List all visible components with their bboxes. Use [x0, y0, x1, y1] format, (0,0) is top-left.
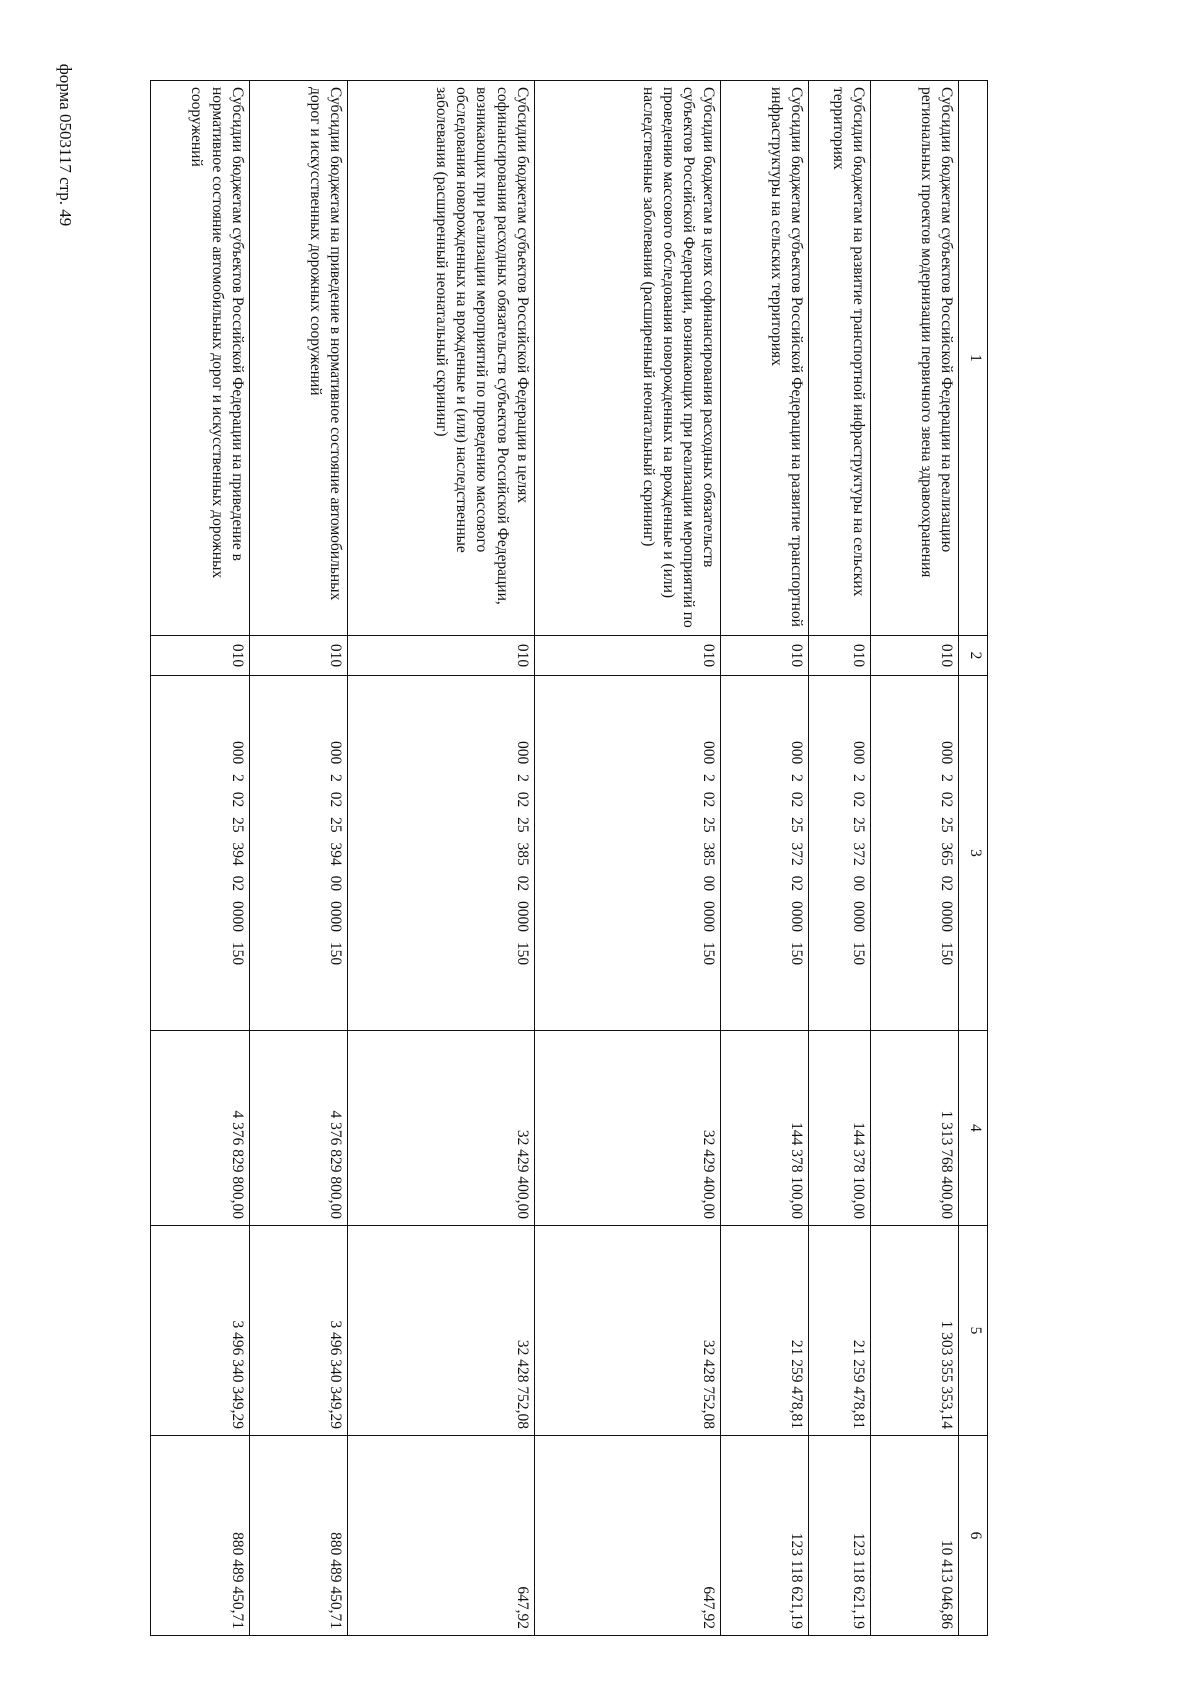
row-unexecuted: 880 489 450,71: [151, 1436, 250, 1636]
row-budget-code: 000 2 02 25 385 02 0000 150: [348, 676, 534, 1031]
row-budget-code: 000 2 02 25 394 00 0000 150: [249, 676, 348, 1031]
column-header-4: 4: [959, 1031, 988, 1226]
row-line-code: 010: [721, 636, 809, 676]
row-budget-code: 000 2 02 25 365 02 0000 150: [871, 676, 959, 1031]
row-executed: 32 428 752,08: [534, 1226, 720, 1436]
row-executed: 3 496 340 349,29: [249, 1226, 348, 1436]
row-budget-code: 000 2 02 25 372 00 0000 150: [809, 676, 871, 1031]
row-executed: 21 259 478,81: [721, 1226, 809, 1436]
table-row: [871, 81, 959, 1636]
row-line-code: 010: [534, 636, 720, 676]
table-row: [151, 81, 250, 1636]
row-name: Субсидии бюджетам субъектов Российской Федерации на реализацию региональных проектов модернизации первичного звена здравоохранения: [871, 81, 959, 636]
row-approved: 1 313 768 400,00: [871, 1031, 959, 1226]
row-budget-code: 000 2 02 25 385 00 0000 150: [534, 676, 720, 1031]
table-row: [534, 81, 720, 1636]
row-unexecuted: 880 489 450,71: [249, 1436, 348, 1636]
row-name: Субсидии бюджетам на приведение в нормативное состояние автомобильных дорог и искусственных дорожных сооружений: [249, 81, 348, 636]
row-line-code: 010: [249, 636, 348, 676]
column-number-row: [959, 81, 988, 1636]
column-header-3: 3: [959, 676, 988, 1031]
row-executed: 32 428 752,08: [348, 1226, 534, 1436]
column-header-2: 2: [959, 636, 988, 676]
row-unexecuted: 123 118 621,19: [809, 1436, 871, 1636]
row-approved: 4 376 829 800,00: [151, 1031, 250, 1226]
row-approved: 144 378 100,00: [809, 1031, 871, 1226]
row-unexecuted: 647,92: [348, 1436, 534, 1636]
row-name: Субсидии бюджетам субъектов Российской Федерации в целях софинансирования расходных обязательств субъектов Российской Федерации, возникающих при реализации мероприятий по проведению массового обследования новорожденных на врожденные и (или) наследственные заболевания (расширенный неонатальный скрининг): [348, 81, 534, 636]
column-header-6: 6: [959, 1436, 988, 1636]
row-approved: 32 429 400,00: [534, 1031, 720, 1226]
row-name: Субсидии бюджетам субъектов Российской Федерации на приведение в нормативное состояние автомобильных дорог и искусственных дорожных сооружений: [151, 81, 250, 636]
row-budget-code: 000 2 02 25 372 02 0000 150: [721, 676, 809, 1031]
row-executed: 21 259 478,81: [809, 1226, 871, 1436]
column-header-1: 1: [959, 81, 988, 636]
page-header: [54, 40, 76, 250]
report-table: [150, 80, 988, 1636]
row-approved: 32 429 400,00: [348, 1031, 534, 1226]
row-executed: 3 496 340 349,29: [151, 1226, 250, 1436]
row-line-code: 010: [871, 636, 959, 676]
table-row: [809, 81, 871, 1636]
table-row: [249, 81, 348, 1636]
table-row: [348, 81, 534, 1636]
row-line-code: 010: [809, 636, 871, 676]
column-header-5: 5: [959, 1226, 988, 1436]
form-label: форма 0503117 стр. 49: [56, 63, 75, 227]
row-approved: 4 376 829 800,00: [249, 1031, 348, 1226]
report-table-container: [150, 80, 988, 1635]
row-executed: 1 303 355 353,14: [871, 1226, 959, 1436]
row-budget-code: 000 2 02 25 394 02 0000 150: [151, 676, 250, 1031]
table-row: [721, 81, 809, 1636]
row-name: Субсидии бюджетам в целях софинансирования расходных обязательств субъектов Российской Федерации, возникающих при реализации мероприятий по проведению массового обследования новорожденных на врожденные и (или) наследственные заболевания (расширенный неонатальный скрининг): [534, 81, 720, 636]
row-unexecuted: 123 118 621,19: [721, 1436, 809, 1636]
row-name: Субсидии бюджетам субъектов Российской Федерации на развитие транспортной инфраструктуры на сельских территориях: [721, 81, 809, 636]
row-line-code: 010: [348, 636, 534, 676]
row-name: Субсидии бюджетам на развитие транспортной инфраструктуры на сельских территориях: [809, 81, 871, 636]
row-unexecuted: 10 413 046,86: [871, 1436, 959, 1636]
row-unexecuted: 647,92: [534, 1436, 720, 1636]
row-line-code: 010: [151, 636, 250, 676]
row-approved: 144 378 100,00: [721, 1031, 809, 1226]
